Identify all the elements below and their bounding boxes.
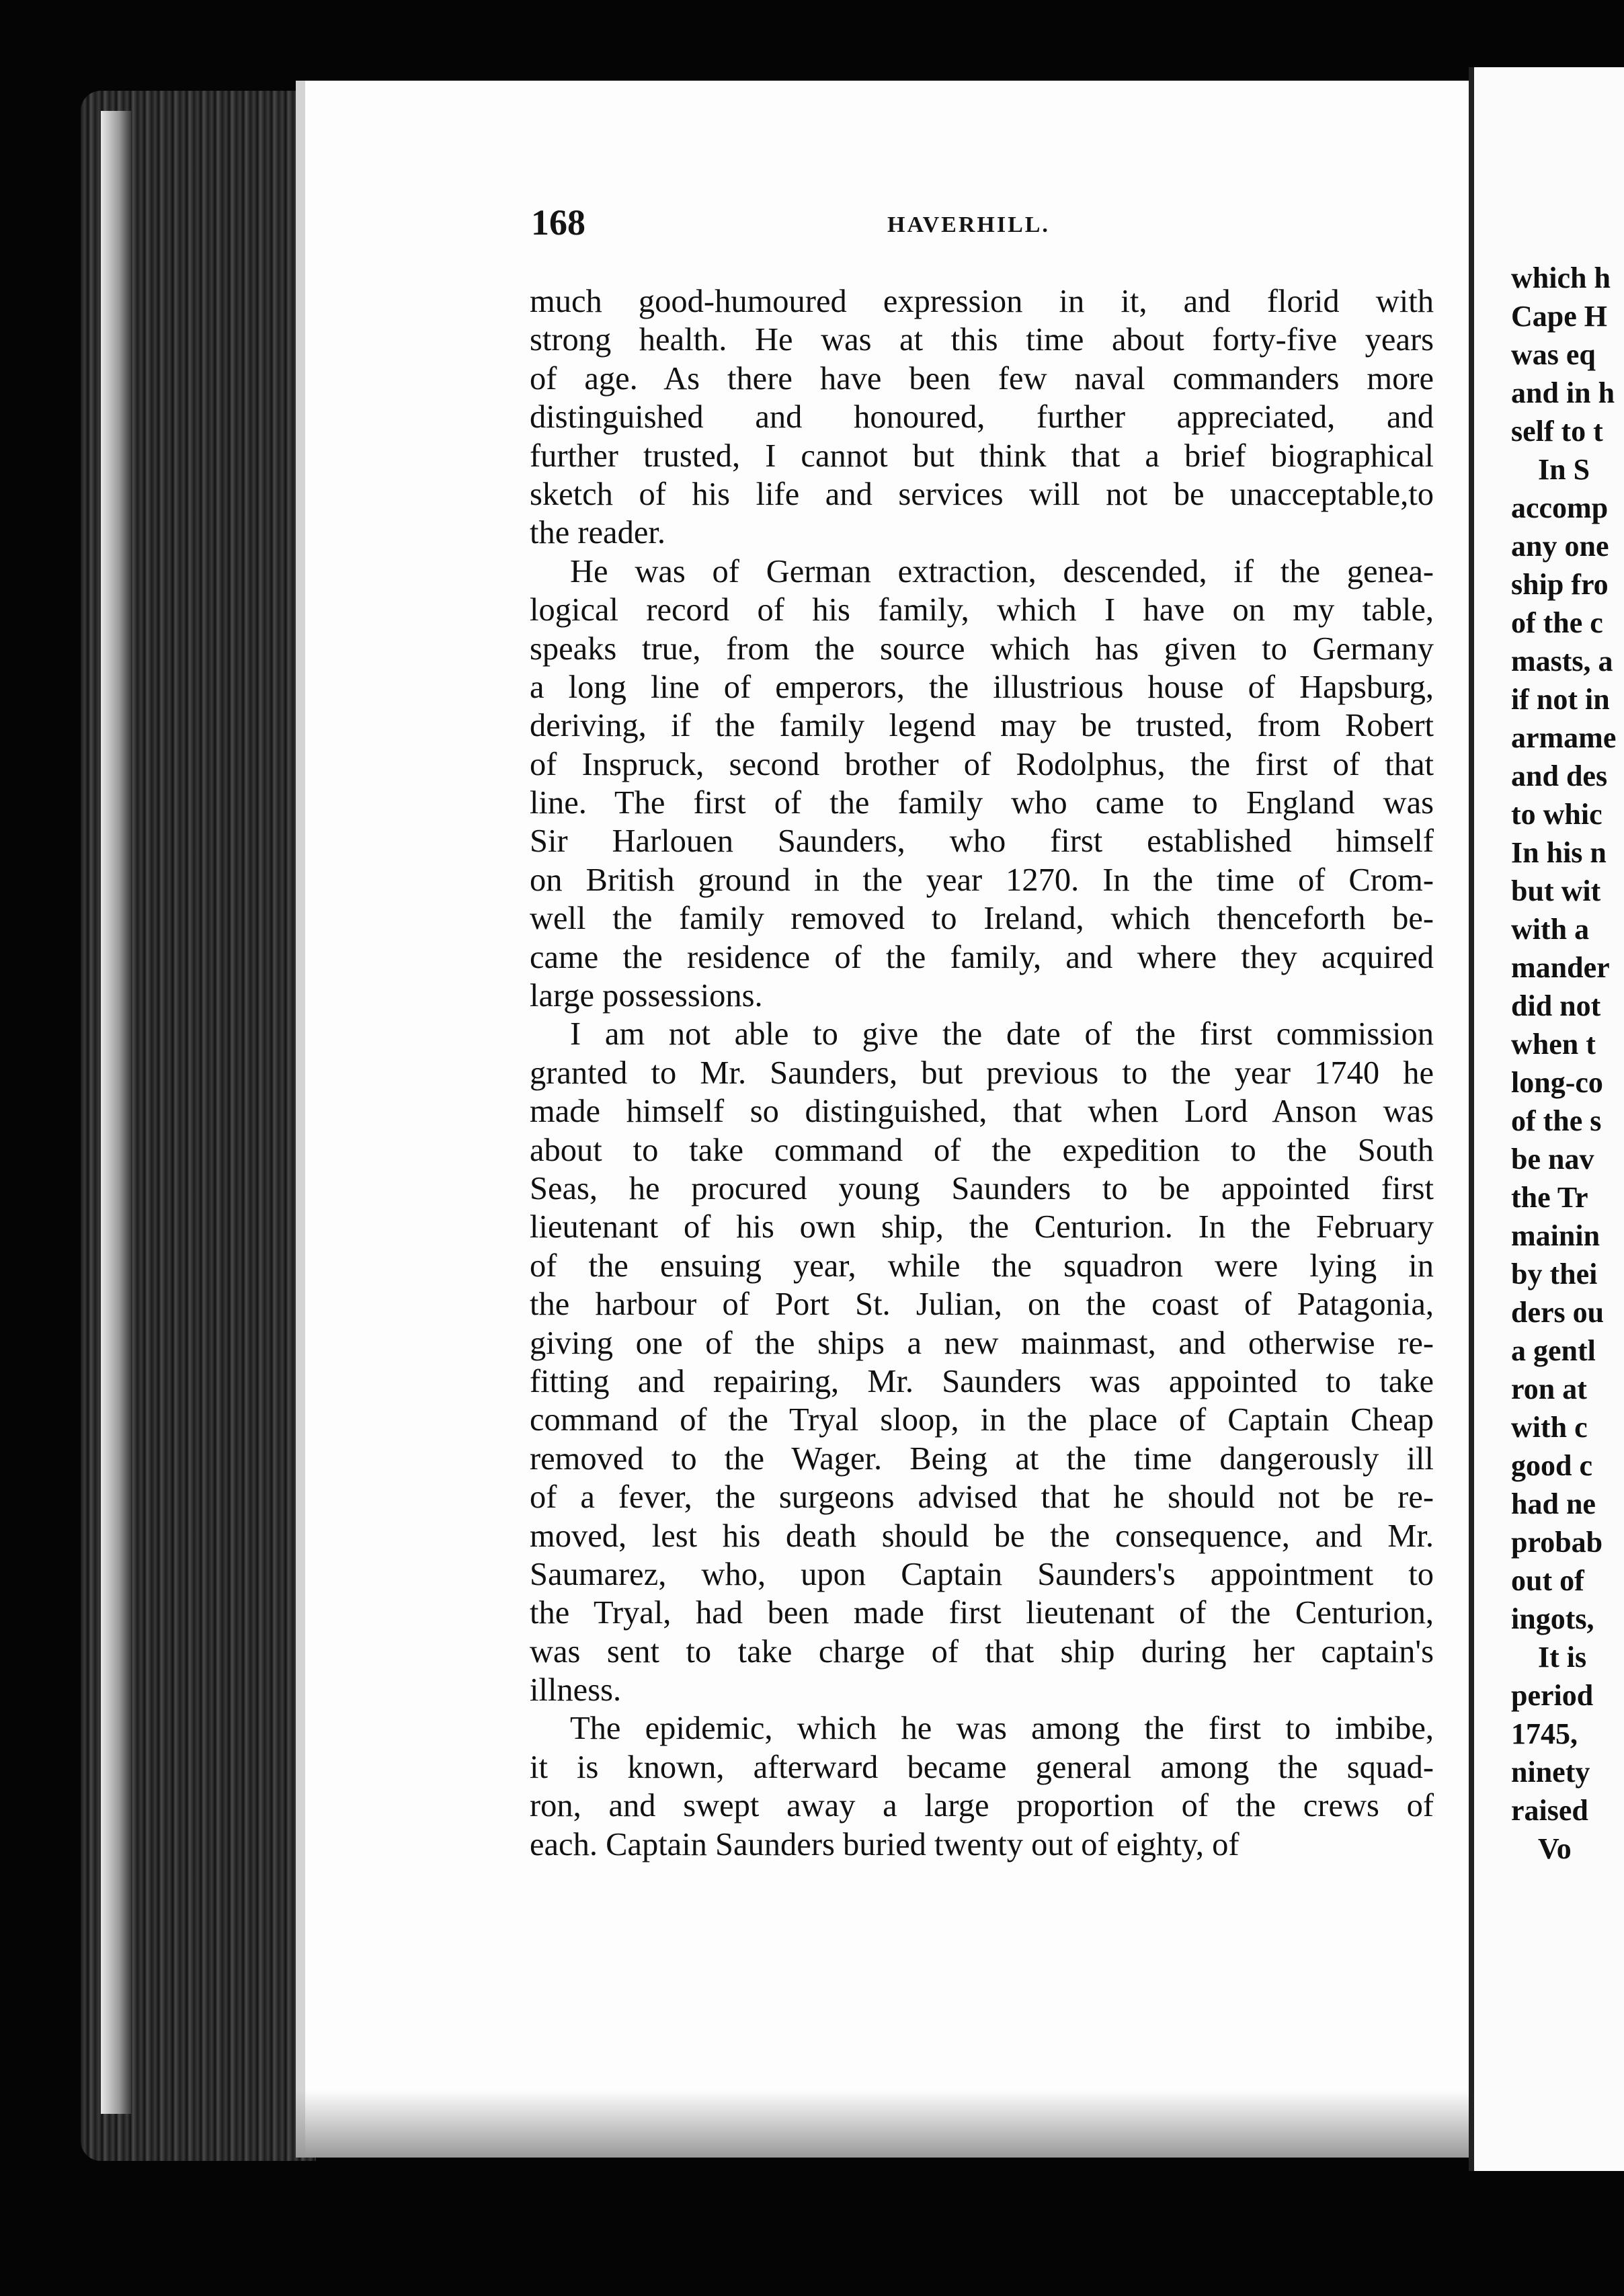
text-line: each. Captain Saunders buried twenty out of eighty, of	[530, 1826, 1240, 1862]
text-line: sketch of his life and services will not be unacceptable,to	[530, 476, 1434, 512]
right-page-line: by thei	[1511, 1258, 1598, 1290]
right-page-line: and des	[1511, 760, 1608, 792]
page-number: 168	[531, 202, 585, 243]
right-page-line: armame	[1511, 721, 1617, 754]
right-page-line: ship fro	[1511, 568, 1609, 601]
right-page-line: out of	[1511, 1564, 1584, 1597]
right-page-line: if not in	[1511, 683, 1610, 716]
right-page-line: accomp	[1511, 491, 1609, 524]
right-page-line: masts, a	[1511, 645, 1613, 678]
text-line: came the residence of the family, and where they acquired	[530, 939, 1434, 975]
right-page-line: Vo	[1538, 1832, 1572, 1865]
text-line: further trusted, I cannot but think that a brief biographical	[530, 438, 1434, 474]
right-page-line: raised	[1511, 1794, 1588, 1827]
text-line: He was of German extraction, descended, if the genea-	[570, 553, 1434, 589]
right-page-line: did not	[1511, 989, 1601, 1022]
text-line: well the family removed to Ireland, which thenceforth be-	[530, 901, 1434, 937]
right-page-line: probab	[1511, 1526, 1603, 1559]
right-page-line: had ne	[1511, 1487, 1596, 1520]
right-page-line: ninety	[1511, 1756, 1590, 1789]
right-page-line: a gentl	[1511, 1334, 1596, 1367]
right-page-line: but wit	[1511, 874, 1601, 907]
text-line: speaks true, from the source which has given to Germany	[530, 630, 1434, 667]
right-page-line: was eq	[1511, 338, 1596, 371]
text-line: Sir Harlouen Saunders, who first established himself	[530, 823, 1434, 860]
text-line: distinguished and honoured, further appreciated, and	[530, 399, 1434, 436]
right-page-line: good c	[1511, 1449, 1592, 1482]
text-line: on British ground in the year 1270. In the time of Crom-	[530, 862, 1434, 898]
running-head: HAVERHILL.	[887, 212, 1050, 237]
text-line: about to take command of the expedition to the South	[530, 1132, 1434, 1168]
text-line: fitting and repairing, Mr. Saunders was appointed to take	[530, 1363, 1434, 1399]
right-page-line: It is	[1538, 1641, 1587, 1674]
text-line: line. The first of the family who came to England was	[530, 785, 1434, 821]
text-line: large possessions.	[530, 978, 763, 1014]
right-page-line: and in h	[1511, 376, 1615, 409]
right-page-line: when t	[1511, 1028, 1596, 1061]
right-page-line: the Tr	[1511, 1181, 1588, 1214]
right-page-line: of the c	[1511, 606, 1603, 639]
text-line: of age. As there have been few naval commanders more	[530, 360, 1434, 397]
right-page-line: to whic	[1511, 798, 1602, 831]
text-line: granted to Mr. Saunders, but previous to the year 1740 he	[530, 1055, 1434, 1091]
right-page-line: with c	[1511, 1411, 1588, 1444]
text-line: of Inspruck, second brother of Rodolphus, the first of that	[530, 746, 1434, 782]
right-page-line: self to t	[1511, 415, 1603, 448]
text-line: I am not able to give the date of the first commission	[570, 1016, 1434, 1053]
right-page-text	[1511, 259, 1624, 1868]
right-page-line: 1745,	[1511, 1717, 1578, 1750]
right-page-line: In his n	[1511, 836, 1607, 869]
text-line: was sent to take charge of that ship during her captain's	[530, 1633, 1434, 1670]
text-line: the harbour of Port St. Julian, on the coast of Patagonia,	[530, 1286, 1434, 1323]
right-page-line: of the s	[1511, 1104, 1602, 1137]
text-line: Saumarez, who, upon Captain Saunders's appointment to	[530, 1556, 1434, 1592]
text-line: lieutenant of his own ship, the Centurion. In the February	[530, 1209, 1434, 1245]
text-line: giving one of the ships a new mainmast, and otherwise re-	[530, 1325, 1434, 1361]
text-line: of a fever, the surgeons advised that he should not be re-	[530, 1479, 1434, 1516]
body-text	[530, 282, 1434, 1864]
right-page-line: which h	[1511, 261, 1611, 294]
text-line: logical record of his family, which I have on my table,	[530, 592, 1434, 628]
right-page-line: ron at	[1511, 1372, 1587, 1405]
text-line: of the ensuing year, while the squadron were lying in	[530, 1247, 1434, 1284]
right-page-line: with a	[1511, 913, 1590, 946]
right-page-line: period	[1511, 1679, 1594, 1712]
page-edge-highlight	[101, 111, 131, 2114]
text-line: the Tryal, had been made first lieutenant of the Centurion,	[530, 1595, 1434, 1631]
right-page-line: long-co	[1511, 1066, 1603, 1099]
text-line: ron, and swept away a large proportion of the crews of	[530, 1788, 1434, 1824]
right-page-line: be nav	[1511, 1143, 1594, 1176]
text-line: deriving, if the family legend may be trusted, from Robert	[530, 708, 1434, 744]
right-page-line: ders ou	[1511, 1296, 1605, 1329]
page-bottom-shadow	[296, 2090, 1492, 2158]
right-page-line: In S	[1538, 453, 1590, 486]
text-line: moved, lest his death should be the consequence, and Mr.	[530, 1518, 1434, 1554]
right-page-line: Cape H	[1511, 300, 1607, 333]
text-line: command of the Tryal sloop, in the place of Captain Cheap	[530, 1402, 1434, 1438]
page-header	[531, 202, 1445, 249]
text-line: it is known, afterward became general among the squad-	[530, 1749, 1434, 1785]
right-page-line: mander	[1511, 951, 1610, 984]
text-line: made himself so distinguished, that when Lord Anson was	[530, 1094, 1434, 1130]
text-line: the reader.	[530, 515, 665, 551]
text-line: Seas, he procured young Saunders to be appointed first	[530, 1170, 1434, 1206]
text-line: illness.	[530, 1672, 622, 1709]
right-page-line: mainin	[1511, 1219, 1600, 1252]
text-line: strong health. He was at this time about forty-five years	[530, 322, 1434, 358]
text-line: a long line of emperors, the illustrious house of Hapsburg,	[530, 669, 1434, 705]
right-page-line: any one	[1511, 530, 1609, 563]
text-line: much good-humoured expression in it, and florid with	[530, 284, 1434, 319]
text-line: The epidemic, which he was among the first to imbibe,	[570, 1711, 1434, 1747]
right-page-line: ingots,	[1511, 1602, 1594, 1635]
text-line: removed to the Wager. Being at the time dangerously ill	[530, 1440, 1434, 1477]
